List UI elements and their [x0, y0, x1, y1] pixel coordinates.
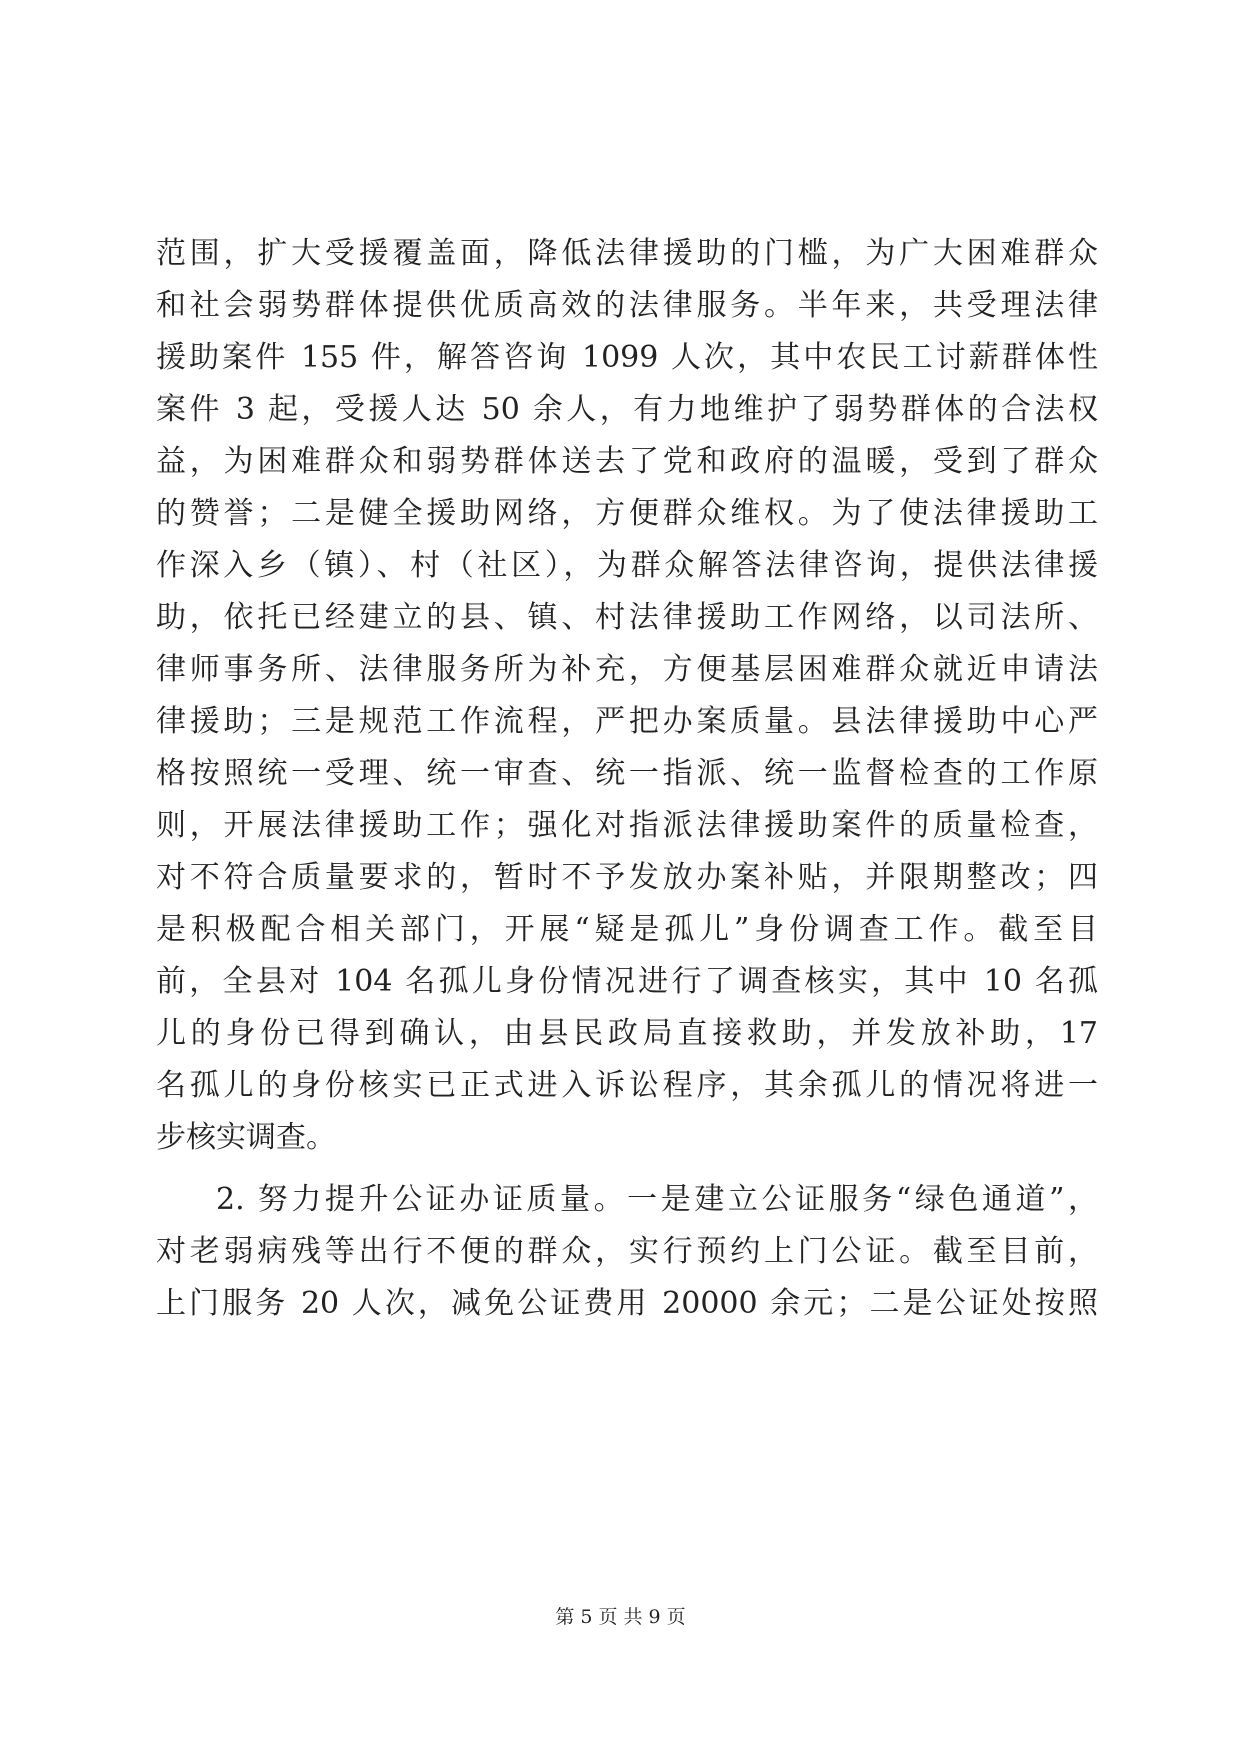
text-line: 是积极配合相关部门，开展“疑是孤儿”身份调查工作。截至目 — [156, 912, 1098, 947]
text-line: 和社会弱势群体提供优质高效的法律服务。半年来，共受理法律 — [156, 288, 1098, 323]
paragraph-notary — [156, 1174, 1098, 1330]
text-line: 格按照统一受理、统一审查、统一指派、统一监督检查的工作原 — [156, 756, 1098, 791]
text-line: 益，为困难群众和弱势群体送去了党和政府的温暖，受到了群众 — [156, 444, 1098, 479]
text-line: 则，开展法律援助工作；强化对指派法律援助案件的质量检查， — [156, 808, 1098, 843]
text-line: 步核实调查。 — [156, 1120, 336, 1155]
text-line: 援助案件 155 件，解答咨询 1099 人次，其中农民工讨薪群体性 — [156, 340, 1098, 375]
text-line: 对老弱病残等出行不便的群众，实行预约上门公证。截至目前， — [156, 1234, 1098, 1269]
text-line: 助，依托已经建立的县、镇、村法律援助工作网络，以司法所、 — [156, 600, 1098, 635]
text-line: 律援助；三是规范工作流程，严把办案质量。县法律援助中心严 — [156, 704, 1098, 739]
paragraph-legal-aid — [156, 228, 1098, 1164]
text-line: 前，全县对 104 名孤儿身份情况进行了调查核实，其中 10 名孤 — [156, 964, 1098, 999]
text-line: 2. 努力提升公证办证质量。一是建立公证服务“绿色通道”， — [216, 1182, 1098, 1217]
text-line: 儿的身份已得到确认，由县民政局直接救助，并发放补助，17 — [156, 1016, 1098, 1051]
text-line: 名孤儿的身份核实已正式进入诉讼程序，其余孤儿的情况将进一 — [156, 1068, 1098, 1103]
text-line: 的赞誉；二是健全援助网络，方便群众维权。为了使法律援助工 — [156, 496, 1098, 531]
text-line: 上门服务 20 人次，减免公证费用 20000 余元；二是公证处按照 — [156, 1286, 1098, 1321]
text-line: 作深入乡（镇）、村（社区），为群众解答法律咨询，提供法律援 — [156, 548, 1098, 583]
text-line: 范围，扩大受援覆盖面，降低法律援助的门槛，为广大困难群众 — [156, 236, 1098, 271]
body-text — [156, 228, 1098, 1330]
text-line: 案件 3 起，受援人达 50 余人，有力地维护了弱势群体的合法权 — [156, 392, 1098, 427]
paragraph-gap — [156, 1164, 1098, 1174]
text-line: 对不符合质量要求的，暂时不予发放办案补贴，并限期整改；四 — [156, 860, 1098, 895]
text-line: 律师事务所、法律服务所为补充，方便基层困难群众就近申请法 — [156, 652, 1098, 687]
page-number-footer: 第 5 页 共 9 页 — [555, 1606, 686, 1628]
